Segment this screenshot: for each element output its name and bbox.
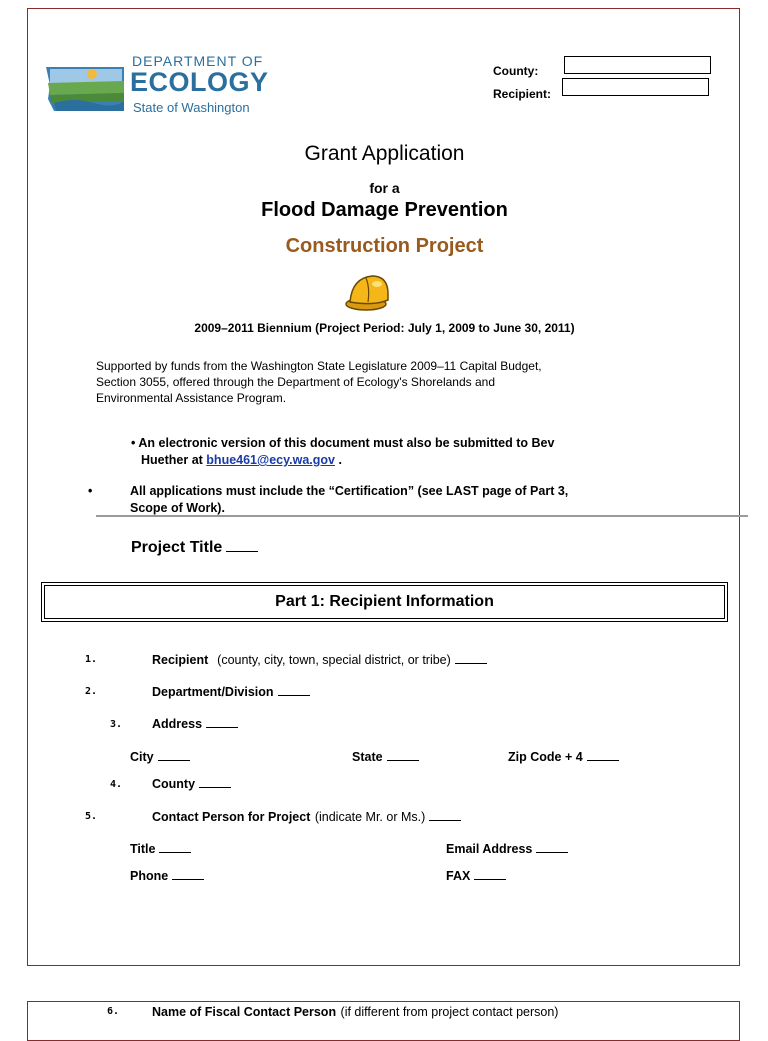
recipient-blank[interactable] <box>455 653 487 664</box>
phone-field <box>130 867 204 885</box>
contact-field <box>152 808 461 826</box>
county-input-box[interactable] <box>564 56 711 74</box>
contact-title-field <box>130 840 191 858</box>
document-page-2 <box>27 1001 740 1041</box>
contact-title-blank[interactable] <box>159 842 191 853</box>
fax-field <box>446 867 506 885</box>
bullet-2-line-2: Scope of Work). <box>130 501 225 515</box>
email-link[interactable]: bhue461@ecy.wa.gov <box>206 453 335 467</box>
fiscal-contact-field <box>152 1003 558 1021</box>
county-field-label: County <box>152 777 196 791</box>
fiscal-hint: (if different from project contact person) <box>340 1005 559 1019</box>
bullet-1-line-2: Huether at <box>141 453 207 467</box>
bullet-dot: • <box>131 436 139 450</box>
fax-label: FAX <box>446 869 471 883</box>
item-number-4: 4. <box>110 779 123 790</box>
phone-blank[interactable] <box>172 869 204 880</box>
hard-hat-icon <box>344 270 394 312</box>
department-field <box>152 683 310 701</box>
department-label: Department/Division <box>152 685 274 699</box>
email-blank[interactable] <box>536 842 568 853</box>
zip-field <box>508 748 619 766</box>
item-number-2: 2. <box>85 686 98 697</box>
recipient-field <box>152 651 487 669</box>
project-title-label: Project Title <box>131 539 223 556</box>
email-field <box>446 840 568 858</box>
title-for-a: for a <box>369 180 400 196</box>
item-number-6: 6. <box>107 1006 120 1017</box>
city-field <box>130 748 190 766</box>
item-number-3: 3. <box>110 719 123 730</box>
address-blank[interactable] <box>206 717 238 728</box>
zip-label: Zip Code + 4 <box>508 750 583 764</box>
title-grant-application: Grant Application <box>304 142 465 165</box>
contact-blank[interactable] <box>429 810 461 821</box>
recipient-input-box[interactable] <box>562 78 709 96</box>
city-label: City <box>130 750 154 764</box>
intro-line-3: Environmental Assistance Program. <box>96 391 287 405</box>
department-blank[interactable] <box>278 685 310 696</box>
recipient-header-label: Recipient: <box>493 87 552 101</box>
fiscal-label: Name of Fiscal Contact Person <box>152 1005 337 1019</box>
part1-heading: Part 1: Recipient Information <box>275 593 494 610</box>
zip-blank[interactable] <box>587 750 619 761</box>
address-field <box>152 715 238 733</box>
item-number-1: 1. <box>85 654 98 665</box>
logo-line-department: DEPARTMENT OF <box>132 53 264 69</box>
bullet-certification <box>130 483 670 517</box>
fax-blank[interactable] <box>474 869 506 880</box>
project-title-blank[interactable] <box>226 541 258 552</box>
intro-line-2: Section 3055, offered through the Department of Ecology's Shorelands and <box>96 375 495 389</box>
county-field <box>152 775 231 793</box>
bullet-electronic-version <box>131 435 651 469</box>
washington-state-logo-icon <box>44 61 128 119</box>
logo-line-ecology: ECOLOGY <box>130 67 269 97</box>
logo-line-state: State of Washington <box>133 100 250 115</box>
contact-hint: (indicate Mr. or Ms.) <box>314 810 426 824</box>
address-label: Address <box>152 717 203 731</box>
title-construction-project: Construction Project <box>285 235 484 257</box>
state-field <box>352 748 419 766</box>
project-title-field <box>131 539 258 557</box>
contact-title-label: Title <box>130 842 156 856</box>
bullet-2-line-1: All applications must include the “Certification” (see LAST page of Part 3, <box>130 484 569 498</box>
section-divider <box>96 515 748 517</box>
intro-paragraph <box>96 358 696 406</box>
part1-heading-box <box>44 585 725 619</box>
bullet-1-line-1: An electronic version of this document must also be submitted to Bev <box>138 436 555 450</box>
contact-label: Contact Person for Project <box>152 810 311 824</box>
phone-label: Phone <box>130 869 169 883</box>
state-blank[interactable] <box>387 750 419 761</box>
state-label: State <box>352 750 383 764</box>
biennium-line: 2009–2011 Biennium (Project Period: July 1, 2009 to June 30, 2011) <box>194 321 575 335</box>
item-number-5: 5. <box>85 811 98 822</box>
county-blank[interactable] <box>199 777 231 788</box>
city-blank[interactable] <box>158 750 190 761</box>
recipient-label: Recipient <box>152 653 209 667</box>
intro-line-1: Supported by funds from the Washington State Legislature 2009–11 Capital Budget, <box>96 359 542 373</box>
title-flood-damage-prevention: Flood Damage Prevention <box>261 199 508 221</box>
email-label: Email Address <box>446 842 533 856</box>
county-label: County: <box>493 64 539 78</box>
document-page-1 <box>27 8 740 966</box>
ecology-logo <box>44 51 274 121</box>
bullet-2-marker: • <box>88 484 93 498</box>
bullet-1-suffix: . <box>334 453 342 467</box>
recipient-hint: (county, city, town, special district, or tribe) <box>217 653 451 667</box>
